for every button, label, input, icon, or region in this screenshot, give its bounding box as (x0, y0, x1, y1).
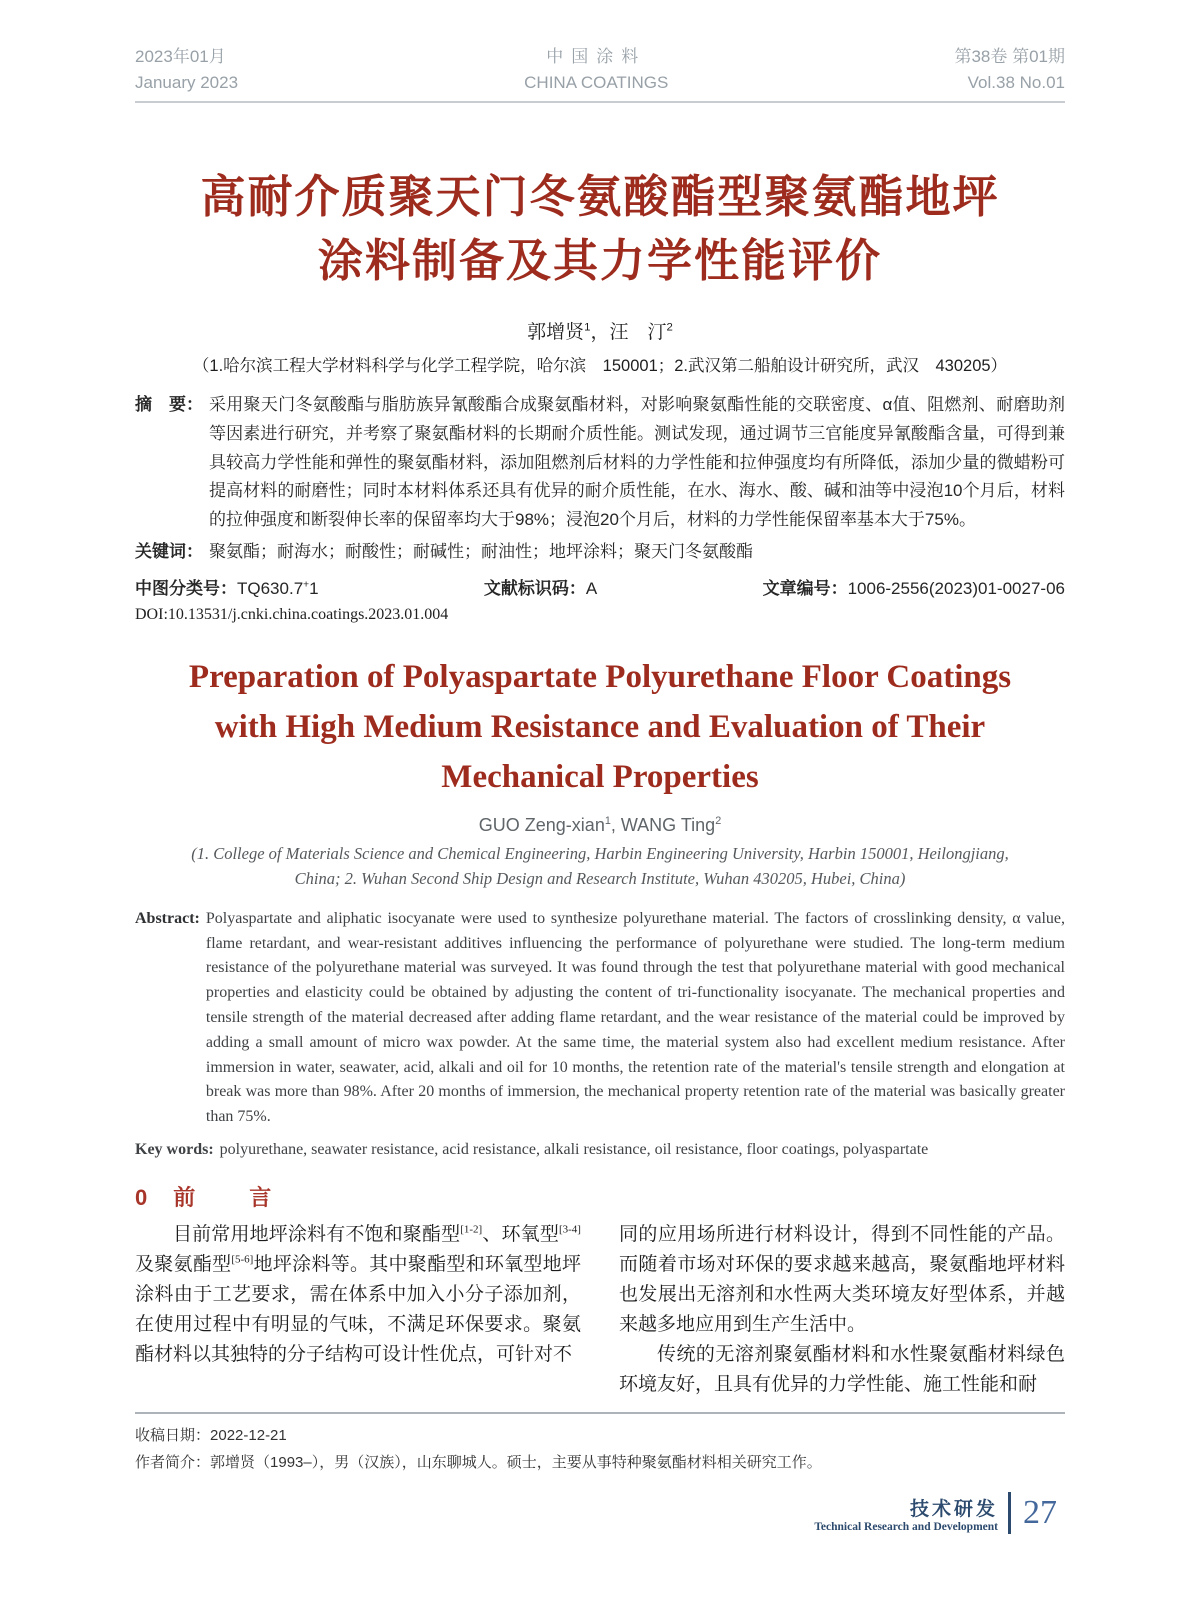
document-code (484, 574, 597, 599)
article-id-label: 文章编号： (762, 579, 848, 599)
affiliation-en-line1: (1. College of Materials Science and Chemical Engineering, Harbin Engineering University, Harbin 150001, Heilongjiang, (191, 843, 1009, 863)
keywords-cn (135, 538, 1065, 567)
clc-value: TQ630.7 (237, 579, 304, 599)
clc-label: 中图分类号： (135, 579, 237, 599)
abstract-cn-text: 采用聚天门冬氨酸酯与脂肪族异氰酸酯合成聚氨酯材料，对影响聚氨酯性能的交联密度、α值、阻燃剂、耐磨助剂等因素进行研究，并考察了聚氨酯材料的长期耐介质性能。测试发现，通过调节三官能度异氰酸酯含量，可得到兼具较高力学性能和弹性的聚氨酯材料，添加阻燃剂后材料的力学性能和拉伸强度均有所降低，添加少量的微蜡粉可提高材料的耐磨性；同时本材料体系还具有优异的耐介质性能，在水、海水、酸、碱和油等中浸泡10个月后，材料的拉伸强度和断裂伸长率的保留率均大于98%；浸泡20个月后，材料的力学性能保留率基本大于75%。 (209, 394, 1065, 530)
header-journal-name (524, 44, 668, 95)
page-number: 27 (1008, 1492, 1057, 1534)
author-cn-1-superscript: 1 (584, 321, 591, 334)
intro-text-2: 、环氧型 (482, 1224, 559, 1246)
authors-cn (135, 317, 1065, 344)
author-cn-2: ，汪 汀 (590, 321, 667, 343)
section-0-title: 前 言 (173, 1185, 288, 1211)
document-code-label: 文献标识码： (483, 579, 586, 599)
section-0-number: 0 (135, 1185, 148, 1211)
document-code-value: A (585, 579, 598, 599)
clc-tail: 1 (309, 579, 319, 599)
intro-paragraph-1-continued: 同的应用场所进行材料设计，得到不同性能的产品。而随着市场对环保的要求越来越高，聚氨酯地坪材料也发展出无溶剂和水性两大类环境友好型体系，并越来越多地应用到生产生活中。 (619, 1224, 1065, 1336)
clc-number (135, 574, 319, 599)
keywords-en-text: polyurethane, seawater resistance, acid resistance, alkali resistance, oil resistance, floor coatings, polyaspartate (219, 1140, 929, 1158)
abstract-cn-label: 摘 要： (135, 394, 203, 414)
title-cn-line2: 涂料制备及其力学性能评价 (317, 234, 882, 286)
author-cn-1: 郭增贤 (527, 321, 585, 343)
title-en-line1: Preparation of Polyaspartate Polyurethane Floor Coatings (188, 659, 1012, 696)
abstract-cn (135, 391, 1065, 535)
header-date (135, 44, 238, 95)
intro-column-left (135, 1220, 581, 1400)
keywords-en-label: Key words: (135, 1140, 214, 1158)
citation-ref-5-6: [5-6] (231, 1253, 254, 1266)
abstract-en-text: Polyaspartate and aliphatic isocyanate were used to synthesize polyurethane material. The factors of crosslinking density, α value, flame retardant, and wear-resistant additives influencing the performance of polyurethane were studied. The long-term medium resistance of the polyurethane material was surveyed. It was found through the test that polyurethane material with good mechanical properties and elasticity could be obtained by adjusting the content of tri-functionality isocyanate. The mechanical properties and tensile strength of the material decreased after adding flame retardant, and the wear resistance of the material could be improved by adding a small amount of micro wax powder. At the same time, the material system also had excellent medium resistance. After immersion in water, seawater, acid, alkali and oil for 10 months, the retention rate of the material's tensile strength and elongation at break was more than 98%. After 20 months of immersion, the mechanical property retention rate of the material was basically greater than 75%. (205, 909, 1065, 1126)
intro-columns (135, 1220, 1065, 1400)
section-0-heading (135, 1181, 1065, 1212)
keywords-en (135, 1136, 1065, 1163)
intro-column-right (619, 1220, 1065, 1400)
footer-section-category (814, 1494, 998, 1533)
intro-text-1: 目前常用地坪涂料有不饱和聚酯型 (173, 1224, 461, 1246)
keywords-cn-text: 聚氨酯；耐海水；耐酸性；耐碱性；耐油性；地坪涂料；聚天门冬氨酸酯 (209, 542, 753, 562)
author-en-2-superscript: 2 (715, 814, 722, 827)
article-title-cn (135, 165, 1065, 293)
journal-header (135, 44, 1065, 95)
title-en-line2: with High Medium Resistance and Evaluation of Their (214, 709, 986, 746)
journal-name-en: CHINA COATINGS (524, 72, 669, 92)
affiliation-en (135, 841, 1065, 892)
header-rule (135, 101, 1065, 103)
classification-row (135, 574, 1065, 599)
author-en-2: , WANG Ting (610, 814, 716, 835)
citation-ref-1-2: [1-2] (460, 1223, 483, 1236)
issue-number-en: Vol.38 No.01 (967, 72, 1065, 92)
intro-paragraph-2: 传统的无溶剂聚氨酯材料和水性聚氨酯材料绿色环境友好，且具有优异的力学性能、施工性能和耐 (619, 1344, 1065, 1396)
author-en-1: GUO Zeng-xian (478, 814, 605, 835)
header-issue-number (954, 44, 1065, 95)
author-bio-value: 郭增贤（1993–），男（汉族），山东聊城人。硕士，主要从事特种聚氨酯材料相关研究工作。 (210, 1454, 822, 1472)
affiliation-en-line2: China; 2. Wuhan Second Ship Design and Research Institute, Wuhan 430205, Hubei, China) (294, 869, 906, 889)
article-title-en (135, 652, 1065, 802)
affiliation-cn: （1.哈尔滨工程大学材料科学与化学工程学院，哈尔滨 150001；2.武汉第二船舶设计研究所，武汉 430205） (192, 356, 1008, 375)
footnote-block (135, 1412, 1065, 1476)
abstract-en-label: Abstract: (135, 909, 200, 927)
author-bio (135, 1449, 1065, 1476)
section-category-cn: 技术研发 (909, 1498, 998, 1520)
authors-en (135, 815, 1065, 836)
page-footer (814, 1492, 1057, 1534)
keywords-cn-label: 关键词： (135, 542, 203, 562)
intro-text-4: 地坪涂料等。其中聚酯型和环氧型地坪涂料由于工艺要求，需在体系中加入小分子添加剂，在使用过程中有明显的气味，不满足环保要求。聚氨酯材料以其独特的分子结构可设计性优点，可针对不 (135, 1254, 581, 1366)
received-date-label: 收稿日期： (135, 1427, 211, 1445)
title-en-line3: Mechanical Properties (441, 759, 759, 796)
article-id-value: 1006-2556(2023)01-0027-06 (847, 579, 1065, 599)
clc-superscript: + (303, 579, 310, 591)
journal-name-cn: 中国涂料 (546, 47, 647, 66)
issue-date-en: January 2023 (135, 72, 239, 92)
received-date-value: 2022-12-21 (210, 1427, 287, 1445)
author-bio-label: 作者简介： (135, 1454, 211, 1472)
received-date (135, 1422, 1065, 1449)
author-en-1-superscript: 1 (604, 814, 611, 827)
abstract-en (135, 907, 1065, 1130)
footnote-rule (135, 1412, 1065, 1414)
intro-paragraph-1 (135, 1220, 581, 1370)
doi: DOI:10.13531/j.cnki.china.coatings.2023.01.004 (135, 606, 449, 624)
title-cn-line1: 高耐介质聚天门冬氨酸酯型聚氨酯地坪 (200, 171, 1000, 222)
citation-ref-3-4: [3-4] (558, 1223, 581, 1236)
section-category-en: Technical Research and Development (814, 1520, 998, 1533)
issue-date-cn: 2023年01月 (135, 47, 226, 66)
article-id (763, 574, 1065, 599)
issue-number-cn: 第38卷 第01期 (954, 47, 1065, 66)
author-cn-2-superscript: 2 (666, 321, 673, 334)
intro-text-3: 及聚氨酯型 (135, 1254, 232, 1276)
